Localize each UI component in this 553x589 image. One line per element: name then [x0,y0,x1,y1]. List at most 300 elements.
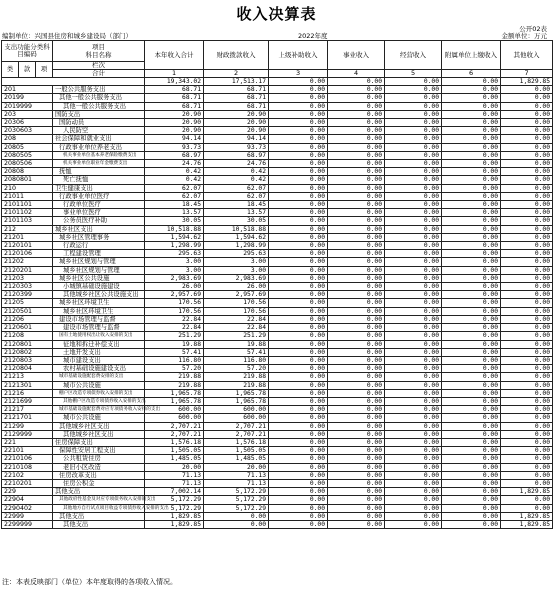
row-value: 0.00 [385,176,442,184]
row-value: 0.00 [328,143,385,151]
header-func-code-label: 支出功能分类科目编码 [4,42,50,58]
row-code: 2120303 [2,283,53,291]
row-value: 0.00 [501,274,553,282]
row-value: 0.00 [269,463,328,471]
row-subject-name: 行政运行 [53,242,145,250]
row-subject-name: 城市建设支出 [53,356,145,364]
row-value: 0.00 [442,135,501,143]
row-value: 68.71 [204,94,269,102]
row-value: 0.00 [501,471,553,479]
row-value: 71.13 [145,471,204,479]
row-value: 0.00 [442,151,501,159]
row-value: 0.00 [442,365,501,373]
row-value: 19.88 [204,340,269,348]
row-value: 20.90 [204,119,269,127]
row-subject-name: 其他城乡社区公共设施支出 [53,291,145,299]
row-code: 2080505 [2,151,53,159]
row-value: 3.00 [145,258,204,266]
row-value: 0.00 [328,119,385,127]
row-value: 0.00 [442,504,501,512]
table-row [2,307,553,315]
row-value: 170.56 [204,307,269,315]
total-cell: 0.00 [269,78,328,86]
row-value: 0.00 [269,217,328,225]
table-row [2,504,553,512]
row-value: 0.00 [328,151,385,159]
row-subject-name: 其他支出 [53,520,145,528]
row-subject-name: 事业单位医疗 [53,209,145,217]
row-value: 7,002.14 [145,488,204,496]
row-value: 0.00 [328,192,385,200]
row-code: 2210201 [2,479,53,487]
row-subject-name: 行政事业单位养老支出 [53,143,145,151]
row-value: 1,829.85 [501,520,553,528]
row-value: 0.00 [501,348,553,356]
row-value: 0.00 [269,94,328,102]
row-subject-name: 城乡社区管理事务 [53,233,145,241]
table-row [2,102,553,110]
row-code: 22102 [2,471,53,479]
row-value: 0.00 [501,160,553,168]
header-col-operating: 经营收入 [385,41,442,70]
row-value: 0.00 [385,414,442,422]
row-value: 1,965.78 [145,397,204,405]
row-code: 221 [2,438,53,446]
row-value: 0.00 [501,381,553,389]
row-value: 0.00 [501,250,553,258]
row-value: 0.00 [328,258,385,266]
total-cell: 0.00 [442,78,501,86]
row-subject-name: 土地开发支出 [53,348,145,356]
row-value: 1,965.78 [145,389,204,397]
row-subject-name: 建设市场管理与监督 [53,315,145,323]
row-code: 21217 [2,406,53,414]
table-row [2,332,553,340]
row-code: 2030603 [2,127,53,135]
row-value: 0.00 [442,340,501,348]
row-value: 0.00 [442,209,501,217]
row-code: 20805 [2,143,53,151]
row-value: 0.00 [269,471,328,479]
row-value: 0.42 [145,176,204,184]
row-subject-name: 小城镇基础设施建设 [53,283,145,291]
row-value: 0.00 [501,201,553,209]
row-value: 0.00 [501,332,553,340]
row-subject-name: 其他城乡社区支出 [53,422,145,430]
table-row [2,406,553,414]
row-subject-name: 工程建设管理 [53,250,145,258]
row-value: 0.00 [385,373,442,381]
row-value: 0.00 [442,242,501,250]
row-value: 0.00 [501,143,553,151]
table-row [2,168,553,176]
row-code: 2120803 [2,356,53,364]
row-value: 2,957.69 [145,291,204,299]
row-value: 0.00 [328,520,385,528]
row-value: 170.56 [204,299,269,307]
row-value: 0.00 [385,455,442,463]
row-code: 2120101 [2,242,53,250]
row-value: 0.00 [385,217,442,225]
col-num-3: 3 [269,70,328,78]
row-value: 0.00 [501,340,553,348]
row-value: 0.00 [269,447,328,455]
row-code: 22101 [2,447,53,455]
row-value: 0.00 [385,479,442,487]
row-value: 0.00 [269,496,328,504]
row-value: 5,172.29 [145,496,204,504]
row-value: 0.00 [385,504,442,512]
row-code: 21208 [2,332,53,340]
row-value: 0.00 [328,504,385,512]
header-col-business: 事业收入 [328,41,385,70]
row-value: 57.20 [145,365,204,373]
row-value: 0.00 [328,110,385,118]
row-value: 0.00 [269,250,328,258]
row-value: 0.00 [269,119,328,127]
row-value: 0.00 [442,258,501,266]
row-value: 68.97 [145,151,204,159]
header-col-other: 其他收入 [501,41,553,70]
table-row [2,430,553,438]
row-value: 0.00 [269,438,328,446]
row-value: 0.42 [204,176,269,184]
table-row [2,496,553,504]
row-value: 0.00 [269,332,328,340]
row-value: 0.00 [328,496,385,504]
row-value: 0.00 [385,447,442,455]
row-value: 0.00 [328,348,385,356]
row-value: 0.00 [328,160,385,168]
row-value: 1,829.85 [145,520,204,528]
row-value: 0.00 [269,365,328,373]
row-code: 21205 [2,299,53,307]
row-value: 0.00 [269,348,328,356]
row-value: 0.00 [328,274,385,282]
row-value: 0.00 [442,455,501,463]
col-num-1: 1 [145,70,204,78]
fiscal-year: 2022年度 [298,32,328,40]
row-value: 24.76 [145,160,204,168]
row-code: 2121301 [2,381,53,389]
row-value: 0.00 [385,266,442,274]
row-value: 1,485.05 [204,455,269,463]
row-value: 0.00 [385,406,442,414]
row-value: 0.00 [269,381,328,389]
footnote: 注：本表反映部门（单位）本年度取得的各项收入情况。 [2,578,177,586]
row-value: 0.00 [269,315,328,323]
row-value: 0.00 [385,86,442,94]
row-code: 2101101 [2,201,53,209]
table-row [2,365,553,373]
row-value: 0.00 [501,373,553,381]
row-value: 600.00 [145,406,204,414]
row-value: 0.00 [269,176,328,184]
row-code: 21203 [2,274,53,282]
row-value: 0.00 [269,86,328,94]
row-value: 0.00 [501,233,553,241]
row-value: 116.80 [145,356,204,364]
row-subject-name: 其他政府性基金及对应专项债务收入安排的支出 [53,496,145,504]
row-value: 0.00 [442,381,501,389]
row-value: 0.00 [501,447,553,455]
row-value: 0.00 [501,209,553,217]
row-code: 20199 [2,94,53,102]
row-value: 0.00 [385,340,442,348]
row-value: 0.00 [501,110,553,118]
row-value: 2,983.69 [145,274,204,282]
row-value: 0.00 [328,209,385,217]
row-value: 0.00 [385,209,442,217]
row-code: 20808 [2,168,53,176]
row-value: 0.00 [269,127,328,135]
row-code: 2121701 [2,414,53,422]
row-value: 0.00 [385,422,442,430]
row-value: 0.00 [501,135,553,143]
table-code: 公开02表 [519,25,547,33]
row-value: 0.00 [442,488,501,496]
table-row [2,447,553,455]
row-value: 0.00 [385,233,442,241]
row-value: 1,505.05 [204,447,269,455]
row-subject-name: 人民防空 [53,127,145,135]
row-value: 5,172.29 [204,504,269,512]
row-value: 0.00 [328,94,385,102]
row-value: 71.13 [204,471,269,479]
row-code: 2120601 [2,324,53,332]
row-value: 0.00 [442,119,501,127]
row-value: 0.00 [328,315,385,323]
row-code: 2101102 [2,209,53,217]
table-row [2,201,553,209]
row-value: 2,707.21 [204,422,269,430]
row-value: 0.00 [269,291,328,299]
row-subject-name: 其他棚户区改造专项债券收入安排的支出 [53,397,145,405]
row-value: 0.00 [328,266,385,274]
row-code: 2120804 [2,365,53,373]
row-value: 93.73 [204,143,269,151]
row-value: 0.00 [442,233,501,241]
row-value: 5,172.29 [145,504,204,512]
row-value: 2,983.69 [204,274,269,282]
row-value: 1,594.62 [145,233,204,241]
row-value: 0.00 [385,430,442,438]
row-value: 0.00 [501,176,553,184]
row-value: 0.00 [328,176,385,184]
row-value: 0.00 [328,225,385,233]
row-value: 0.00 [328,201,385,209]
row-value: 3.00 [145,266,204,274]
row-subject-name: 住房保障支出 [53,438,145,446]
row-code: 2080801 [2,176,53,184]
row-value: 0.00 [501,102,553,110]
row-value: 0.00 [385,184,442,192]
row-value: 0.00 [501,242,553,250]
row-value: 0.00 [328,86,385,94]
row-value: 0.00 [442,397,501,405]
table-row [2,283,553,291]
row-value: 0.00 [501,389,553,397]
table-row [2,512,553,520]
row-code: 2120801 [2,340,53,348]
row-value: 0.00 [328,488,385,496]
row-code: 2080506 [2,160,53,168]
row-value: 0.00 [501,463,553,471]
table-row [2,389,553,397]
row-value: 600.00 [145,414,204,422]
row-value: 0.00 [269,266,328,274]
table-row [2,217,553,225]
row-value: 0.00 [501,225,553,233]
row-value: 1,576.18 [204,438,269,446]
row-value: 0.00 [328,389,385,397]
row-value: 0.00 [442,332,501,340]
row-value: 0.00 [385,471,442,479]
row-code: 21201 [2,233,53,241]
row-value: 0.00 [385,291,442,299]
total-cell: 0.00 [385,78,442,86]
row-value: 57.20 [204,365,269,373]
row-value: 1,829.85 [145,512,204,520]
row-value: 0.00 [269,406,328,414]
table-row [2,471,553,479]
row-value: 0.00 [442,463,501,471]
header-col-fiscal: 财政拨款收入 [204,41,269,70]
row-subject-name: 其他城乡社区支出 [53,430,145,438]
row-value: 0.00 [385,225,442,233]
row-subject-name: 国防支出 [53,110,145,118]
row-value: 0.00 [501,438,553,446]
row-value: 3.00 [204,258,269,266]
row-value: 0.00 [269,488,328,496]
row-value: 26.00 [145,283,204,291]
row-value: 13.57 [145,209,204,217]
row-value: 0.00 [328,512,385,520]
row-value: 0.00 [328,332,385,340]
row-value: 68.97 [204,151,269,159]
row-value: 0.00 [328,233,385,241]
row-subject-name: 老旧小区改造 [53,463,145,471]
row-value: 0.00 [501,479,553,487]
table-row [2,299,553,307]
row-subject-name: 其他一般公共服务支出 [53,102,145,110]
row-value: 0.00 [385,94,442,102]
table-row [2,151,553,159]
row-value: 0.00 [385,274,442,282]
compiling-unit: 编制单位：兴国县住房和城乡建设局（部门） [2,32,132,40]
row-subject-name: 城乡社区规划与管理 [53,258,145,266]
row-subject-name: 城乡社区公共设施 [53,274,145,282]
row-code: 21202 [2,258,53,266]
row-value: 0.00 [385,168,442,176]
row-value: 0.00 [501,406,553,414]
row-value: 0.00 [442,160,501,168]
row-value: 0.00 [328,340,385,348]
table-row [2,176,553,184]
col-num-2: 2 [204,70,269,78]
total-cell: 17,513.17 [204,78,269,86]
col-num-6: 6 [442,70,501,78]
row-value: 71.13 [145,479,204,487]
row-value: 0.00 [501,422,553,430]
header-class: 类 [2,62,19,78]
total-row [2,78,553,86]
row-subject-name: 城市基础设施配套费安排的支出 [53,373,145,381]
row-code: 21206 [2,315,53,323]
row-value: 0.00 [328,307,385,315]
row-value: 0.00 [269,102,328,110]
row-value: 251.29 [145,332,204,340]
row-value: 0.00 [269,110,328,118]
row-value: 0.00 [501,217,553,225]
col-num-5: 5 [385,70,442,78]
row-subject-name: 一般公共服务支出 [53,86,145,94]
table-row [2,414,553,422]
header-total-label: 合计 [53,70,145,78]
table-row [2,209,553,217]
header-subject-name: 科目名称 [85,51,112,59]
row-value: 0.00 [501,315,553,323]
row-value: 0.00 [269,225,328,233]
row-value: 0.00 [501,94,553,102]
row-code: 2120802 [2,348,53,356]
row-value: 0.00 [442,102,501,110]
row-value: 94.14 [204,135,269,143]
row-value: 0.00 [328,381,385,389]
row-value: 0.00 [385,192,442,200]
row-value: 2,707.21 [145,430,204,438]
row-value: 71.13 [204,479,269,487]
table-row [2,86,553,94]
row-value: 62.07 [204,192,269,200]
row-value: 0.00 [501,127,553,135]
row-value: 0.00 [501,430,553,438]
row-value: 2,707.21 [145,422,204,430]
row-value: 0.00 [328,471,385,479]
row-subject-name: 城乡社区环境卫生 [53,307,145,315]
row-value: 20.90 [204,110,269,118]
row-value: 0.00 [385,389,442,397]
row-subject-name: 城市公共设施 [53,414,145,422]
row-value: 1,594.62 [204,233,269,241]
row-value: 68.71 [204,102,269,110]
row-code: 229 [2,488,53,496]
header-row-num: 栏次 [53,62,145,70]
table-row [2,340,553,348]
row-value: 0.00 [442,447,501,455]
row-code: 2120501 [2,307,53,315]
row-value: 20.90 [204,127,269,135]
row-value: 0.00 [269,283,328,291]
total-label-cell [2,78,145,86]
row-value: 0.00 [328,447,385,455]
table-row [2,397,553,405]
row-value: 0.00 [442,307,501,315]
row-value: 0.00 [501,365,553,373]
row-value: 0.00 [501,151,553,159]
table-row [2,274,553,282]
row-value: 0.00 [328,479,385,487]
row-value: 0.00 [385,110,442,118]
table-row [2,110,553,118]
row-value: 0.00 [442,283,501,291]
row-value: 57.41 [145,348,204,356]
row-value: 0.00 [328,422,385,430]
row-value: 1,965.78 [204,397,269,405]
row-code: 22904 [2,496,53,504]
row-value: 0.00 [269,389,328,397]
row-value: 20.00 [204,463,269,471]
